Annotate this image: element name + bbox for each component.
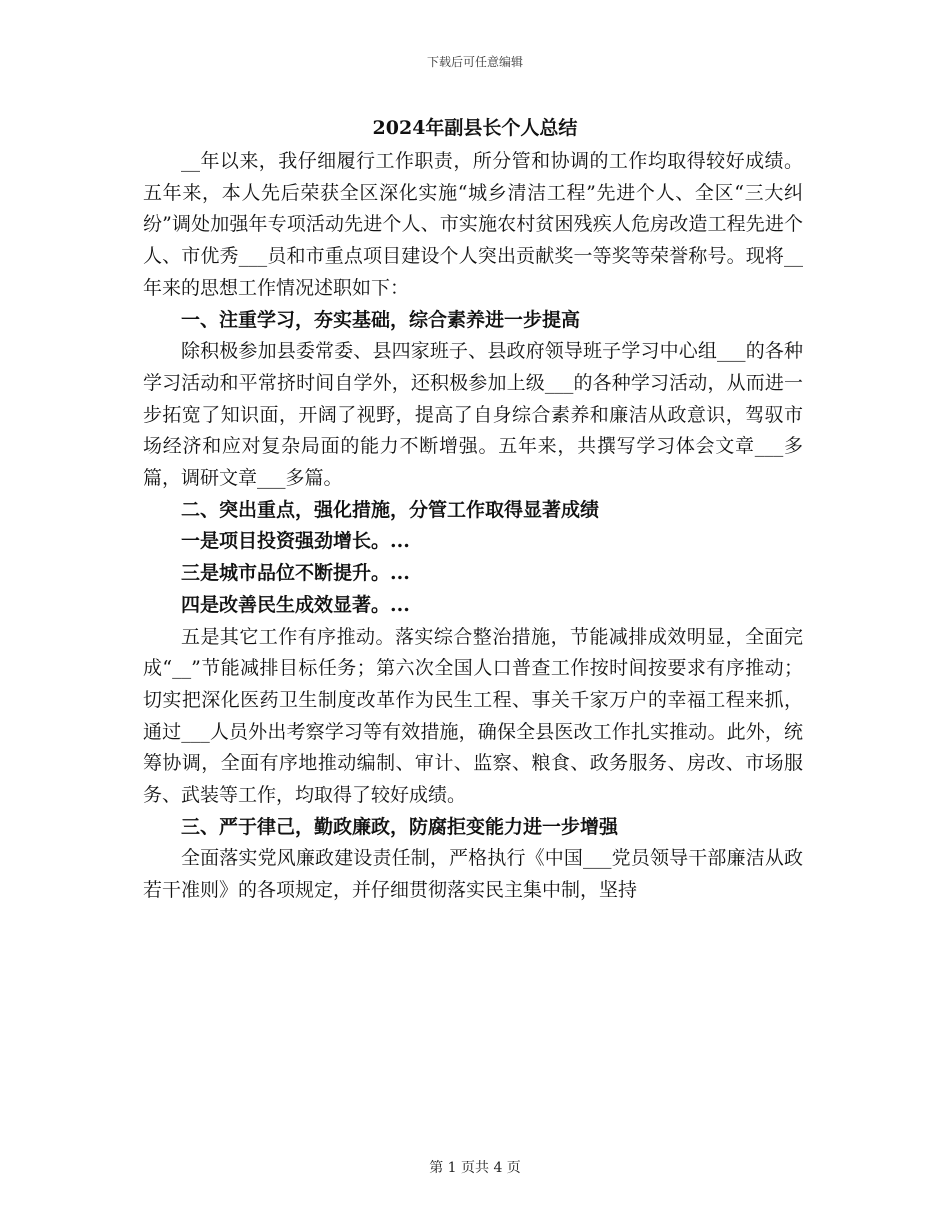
subheading-livelihood: 四是改善民生成效显著。... xyxy=(181,593,410,616)
intro-paragraph: __年以来，我仔细履行工作职责，所分管和协调的工作均取得较好成绩。五年来，本人先后荣获全区深化实施“城乡清洁工程”先进个人、全区“三大纠纷”调处加强年专项活动先进个人、市实施农村贫困残疾人危房改造工程先进个人、市优秀___员和市重点项目建设个人突出贡献奖一等奖等荣誉称号。现将__年来的思想工作情况述职如下： xyxy=(143,150,803,299)
document-body xyxy=(143,146,803,907)
section-heading-study: 一、注重学习，夯实基础，综合素养进一步提高 xyxy=(181,308,581,331)
integrity-paragraph: 全面落实党风廉政建设责任制，严格执行《中国___党员领导干部廉洁从政若干准则》的各项规定，并仔细贯彻落实民主集中制，坚持 xyxy=(143,847,803,902)
header-note: 下载后可任意编辑 xyxy=(426,55,523,69)
section-heading-work: 二、突出重点，强化措施，分管工作取得显著成绩 xyxy=(181,498,600,521)
section-heading-integrity: 三、严于律己，勤政廉政，防腐拒变能力进一步增强 xyxy=(181,815,619,838)
page-number: 第 1 页共 4 页 xyxy=(429,1160,521,1176)
other-work-paragraph: 五是其它工作有序推动。落实综合整治措施，节能减排成效明显，全面完成“__”节能减排目标任务；第六次全国人口普查工作按时间按要求有序推动；切实把深化医药卫生制度改革作为民生工程、事关千家万户的幸福工程来抓，通过___人员外出考察学习等有效措施，确保全县医改工作扎实推动。此外，统筹协调，全面有序地推动编制、审计、监察、粮食、政务服务、房改、市场服务、武装等工作，均取得了较好成绩。 xyxy=(143,625,803,807)
document-title: 2024年副县长个人总结 xyxy=(372,117,578,139)
subheading-investment: 一是项目投资强劲增长。... xyxy=(181,530,410,553)
subheading-city: 三是城市品位不断提升。... xyxy=(181,562,410,585)
study-paragraph: 除积极参加县委常委、县四家班子、县政府领导班子学习中心组___的各种学习活动和平常挤时间自学外，还积极参加上级___的各种学习活动，从而进一步拓宽了知识面，开阔了视野，提高了自身综合素养和廉洁从政意识，驾驭市场经济和应对复杂局面的能力不断增强。五年来，共撰写学习体会文章___多篇，调研文章___多篇。 xyxy=(143,340,803,490)
